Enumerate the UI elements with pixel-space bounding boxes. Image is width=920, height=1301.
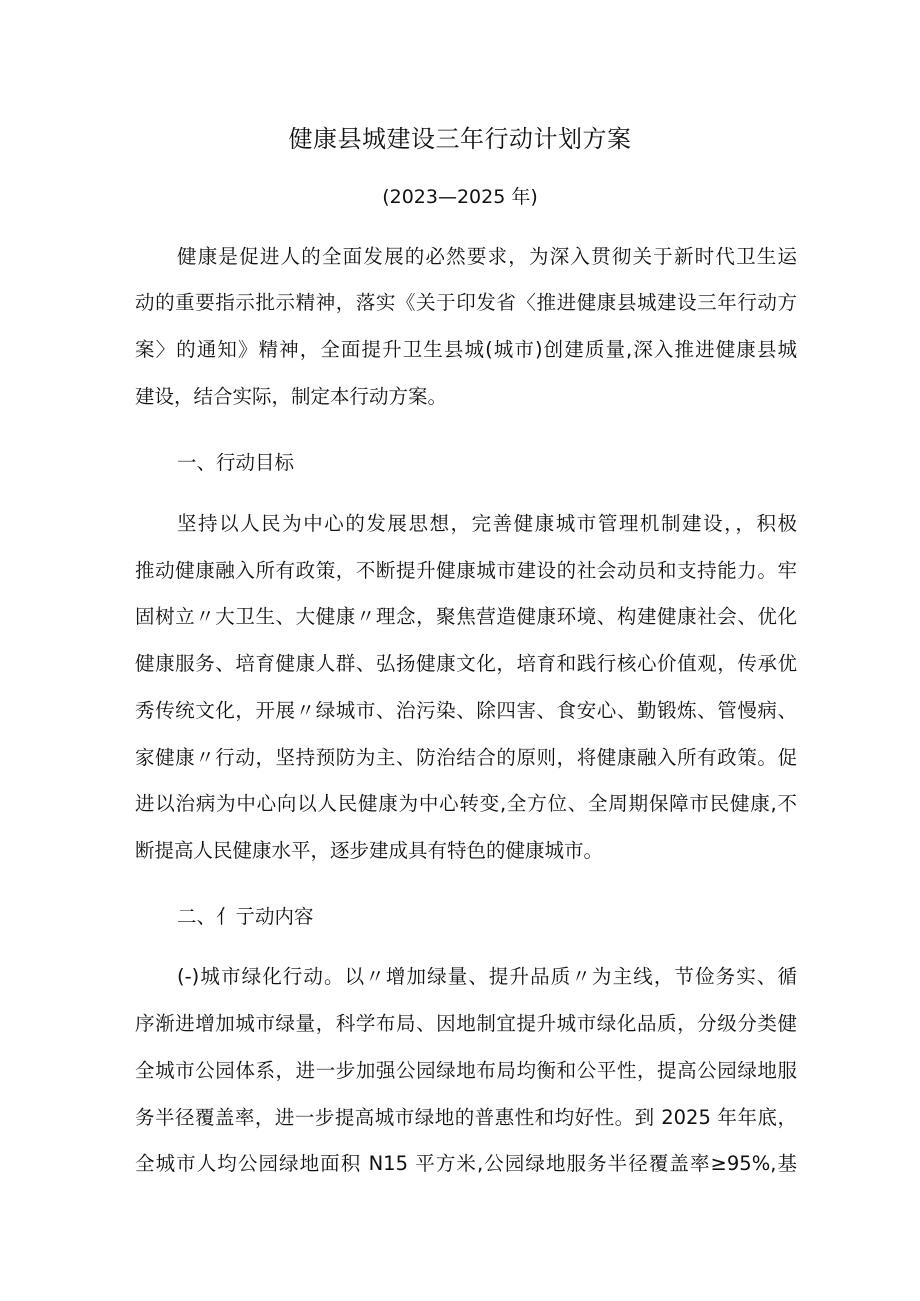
intro-line: 建设，结合实际，制定本行动方案。 [135, 385, 448, 408]
section1-line: 坚持以人民为中心的发展思想，完善健康城市管理机制建设，，积极 [177, 512, 797, 535]
section2-line: 全城市公园体系，进一步加强公园绿地布局均衡和公平性，提高公园绿地服 [135, 1059, 797, 1082]
document-title: 健康县城建设三年行动计划方案 [288, 125, 632, 153]
section1-line: 推动健康融入所有政策，不断提升健康城市建设的社会动员和支持能力。牢 [135, 559, 797, 582]
intro-line: 案〉的通知》精神，全面提升卫生县城(城市)创建质量,深入推进健康县城 [135, 338, 797, 361]
section1-line: 健康服务、培育健康人群、弘扬健康文化，培育和践行核心价值观，传承优 [135, 652, 797, 675]
section1-line: 秀传统文化，开展〃绿城市、治污染、除四害、食安心、勤锻炼、管慢病、 [135, 699, 797, 722]
section2-line: 务半径覆盖率，进一步提高城市绿地的普惠性和均好性。到 2025 年年底， [135, 1106, 797, 1129]
section2-heading: 二、亻亍动内容 [177, 905, 314, 928]
section1-line: 断提高人民健康水平，逐步建成具有特色的健康城市。 [135, 839, 604, 862]
section2-line: 全城市人均公园绿地面积 N15 平方米,公园绿地服务半径覆盖率≥95%,基 [135, 1152, 797, 1175]
section2-line: 序渐进增加城市绿量，科学布局、因地制宜提升城市绿化品质，分级分类健 [135, 1012, 797, 1035]
document-subtitle: (2023—2025 年) [382, 186, 538, 208]
section1-line: 进以治病为中心向以人民健康为中心转变,全方位、全周期保障市民健康,不 [135, 792, 797, 815]
intro-line: 健康是促进人的全面发展的必然要求，为深入贯彻关于新时代卫生运 [177, 245, 797, 268]
section1-heading: 一、行动目标 [177, 451, 295, 474]
section2-line: (-)城市绿化行动。以〃增加绿量、提升品质〃为主线，节俭务实、循 [177, 965, 797, 988]
section1-line: 家健康〃行动，坚持预防为主、防治结合的原则，将健康融入所有政策。促 [135, 746, 797, 769]
section1-line: 固树立〃大卫生、大健康〃理念，聚焦营造健康环境、构建健康社会、优化 [135, 605, 797, 628]
intro-line: 动的重要指示批示精神，落实《关于印发省〈推进健康县城建设三年行动方 [135, 291, 797, 314]
